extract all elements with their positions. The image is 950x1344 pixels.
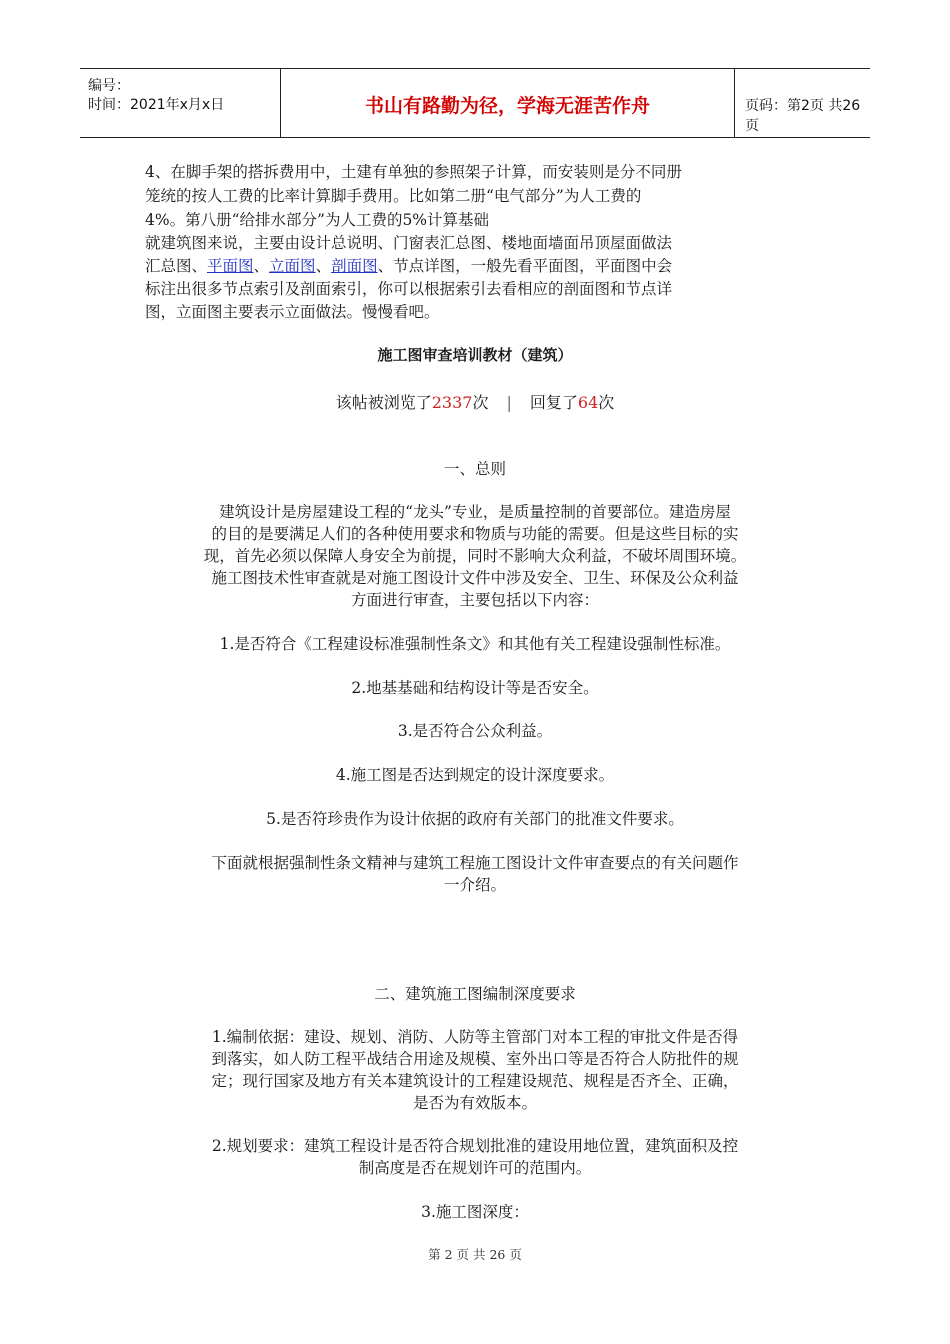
paragraph-line: 方面进行审查，主要包括以下内容： <box>350 591 599 609</box>
article-stats <box>145 392 805 414</box>
paragraph-line: 现，首先必须以保障人身安全为前提，同时不影响大众利益，不破坏周围环境。 <box>203 547 747 565</box>
list-item: 5.是否符珍贵作为设计依据的政府有关部门的批准文件要求。 <box>266 810 684 828</box>
list-item: 4.施工图是否达到规定的设计深度要求。 <box>335 766 615 784</box>
plan-drawing-link[interactable]: 平面图 <box>207 257 254 275</box>
intro-text: 、节点详图，一般先看平面图，平面图中会 <box>377 257 673 275</box>
section1-heading: 一、总则 <box>443 460 506 478</box>
list-item: 3.是否符合公众利益。 <box>397 722 553 740</box>
intro-line: 就建筑图来说，主要由设计总说明、门窗表汇总图、楼地面墙面吊顶屋面做法 <box>145 234 673 252</box>
paragraph-line: 下面就根据强制性条文精神与建筑工程施工图设计文件审查要点的有关问题作 <box>211 854 739 872</box>
paragraph-line: 一介绍。 <box>443 876 506 894</box>
time-label: 时间：2021年x月x日 <box>88 97 225 113</box>
intro-line: 4、在脚手架的搭拆费用中，土建有单独的参照架子计算，而安装则是分不同册 <box>145 163 682 181</box>
stats-separator: | <box>506 393 512 412</box>
intro-text: 、 <box>253 257 270 275</box>
page-header <box>80 68 870 138</box>
replies-suffix: 次 <box>598 393 615 412</box>
replies-count: 64 <box>577 393 599 412</box>
section2-item2 <box>145 1135 805 1179</box>
intro-text: 、 <box>315 257 332 275</box>
paragraph-line: 2.规划要求：建筑工程设计是否符合规划批准的建设用地位置，建筑面积及控 <box>211 1137 739 1155</box>
paragraph-line: 定；现行国家及地方有关本建筑设计的工程建设规范、规程是否齐全、正确， <box>211 1072 739 1090</box>
intro-paragraph <box>145 160 815 324</box>
section1-paragraph <box>145 501 805 611</box>
paragraph-line: 是否为有效版本。 <box>412 1094 537 1112</box>
page-footer: 第 2 页 共 26 页 <box>428 1247 522 1262</box>
motto: 书山有路勤为径，学海无涯苦作舟 <box>364 95 650 117</box>
code-label: 编号： <box>88 78 130 94</box>
views-suffix: 次 <box>472 393 489 412</box>
header-motto-cell <box>281 69 735 137</box>
intro-line: 4%。第八册“给排水部分”为人工费的5%计算基础 <box>145 211 490 229</box>
paragraph-line: 建筑设计是房屋建设工程的“龙头”专业，是质量控制的首要部位。建造房屋 <box>219 503 731 521</box>
page-label: 页码：第2页 共26页 <box>745 98 861 134</box>
section2-item3: 3.施工图深度： <box>421 1203 529 1221</box>
elevation-drawing-link[interactable]: 立面图 <box>269 257 316 275</box>
list-item: 2.地基基础和结构设计等是否安全。 <box>351 679 599 697</box>
views-count: 2337 <box>431 393 473 412</box>
views-prefix: 该帖被浏览了 <box>335 393 432 412</box>
header-page-cell <box>735 69 870 137</box>
section2-heading: 二、建筑施工图编制深度要求 <box>374 985 576 1003</box>
list-item: 1.是否符合《工程建设标准强制性条文》和其他有关工程建设强制性标准。 <box>219 635 731 653</box>
intro-line: 标注出很多节点索引及剖面索引，你可以根据索引去看相应的剖面图和节点详 <box>145 280 673 298</box>
paragraph-line: 的目的是要满足人们的各种使用要求和物质与功能的需要。但是这些目标的实 <box>211 525 739 543</box>
intro-text: 汇总图、 <box>145 257 208 275</box>
header-info-cell <box>80 69 281 137</box>
section-drawing-link[interactable]: 剖面图 <box>331 257 378 275</box>
paragraph-line: 1.编制依据：建设、规划、消防、人防等主管部门对本工程的审批文件是否得 <box>211 1028 739 1046</box>
intro-line: 图，立面图主要表示立面做法。慢慢看吧。 <box>145 303 440 321</box>
intro-line-with-links <box>145 255 815 278</box>
paragraph-line: 施工图技术性审查就是对施工图设计文件中涉及安全、卫生、环保及公众利益 <box>211 569 739 587</box>
paragraph-line: 制高度是否在规划许可的范围内。 <box>358 1159 592 1177</box>
intro-line: 笼统的按人工费的比率计算脚手费用。比如第二册“电气部分”为人工费的 <box>145 187 642 205</box>
article-title: 施工图审查培训教材（建筑） <box>377 346 573 364</box>
paragraph-line: 到落实，如人防工程平战结合用途及规模、室外出口等是否符合人防批件的规 <box>211 1050 739 1068</box>
section2-item1 <box>145 1026 805 1114</box>
replies-prefix: 回复了 <box>529 393 578 412</box>
section1-closing <box>145 852 805 896</box>
